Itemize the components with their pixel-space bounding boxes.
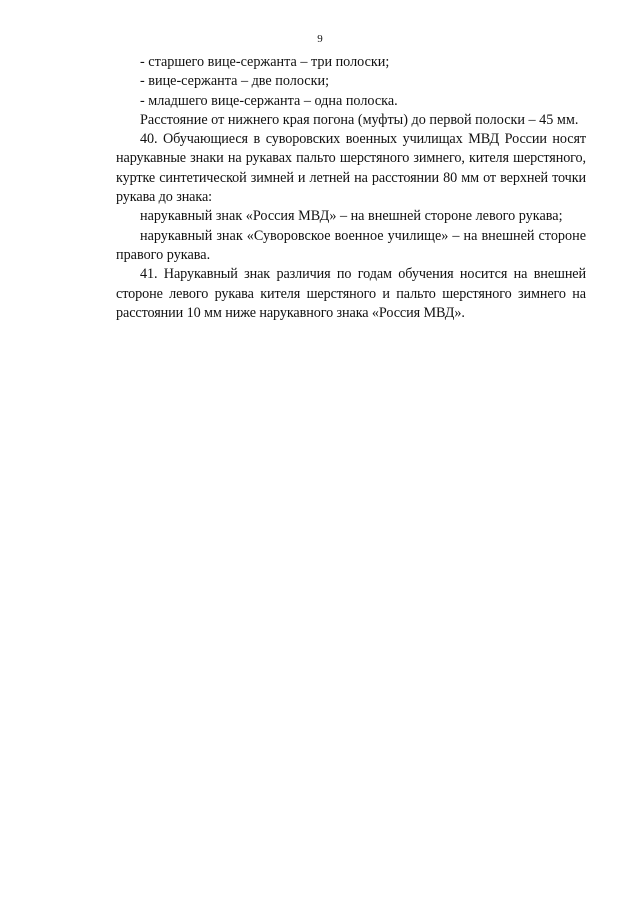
document-body [116,53,586,323]
paragraph-clause-40: 40. Обучающиеся в суворовских военных училищах МВД России носят нарукавные знаки на рукавах пальто шерстяного зимнего, кителя шерстяного, куртке синтетической зимней и летней на расстоянии 80 мм от верхней точки рукава до знака: [116,131,586,206]
page-number: 9 [317,33,323,45]
paragraph-left-sleeve-badge: нарукавный знак «Россия МВД» – на внешней стороне левого рукава; [140,208,563,225]
paragraph-right-sleeve-badge: нарукавный знак «Суворовское военное училище» – на внешней стороне правого рукава. [116,227,586,263]
list-item-senior-vice-sergeant: - старшего вице-сержанта – три полоски; [140,54,390,70]
list-item-vice-sergeant: - вице-сержанта – две полоски; [140,73,330,90]
list-item-junior-vice-sergeant: - младшего вице-сержанта – одна полоска. [140,92,398,109]
paragraph-clause-41: 41. Нарукавный знак различия по годам обучения носится на внешней стороне левого рукава кителя шерстяного и пальто шерстяного зимнего на расстоянии 10 мм ниже нарукавного знака «Россия МВД». [116,266,586,321]
paragraph-stripe-distance: Расстояние от нижнего края погона (муфты) до первой полоски – 45 мм. [140,111,579,128]
